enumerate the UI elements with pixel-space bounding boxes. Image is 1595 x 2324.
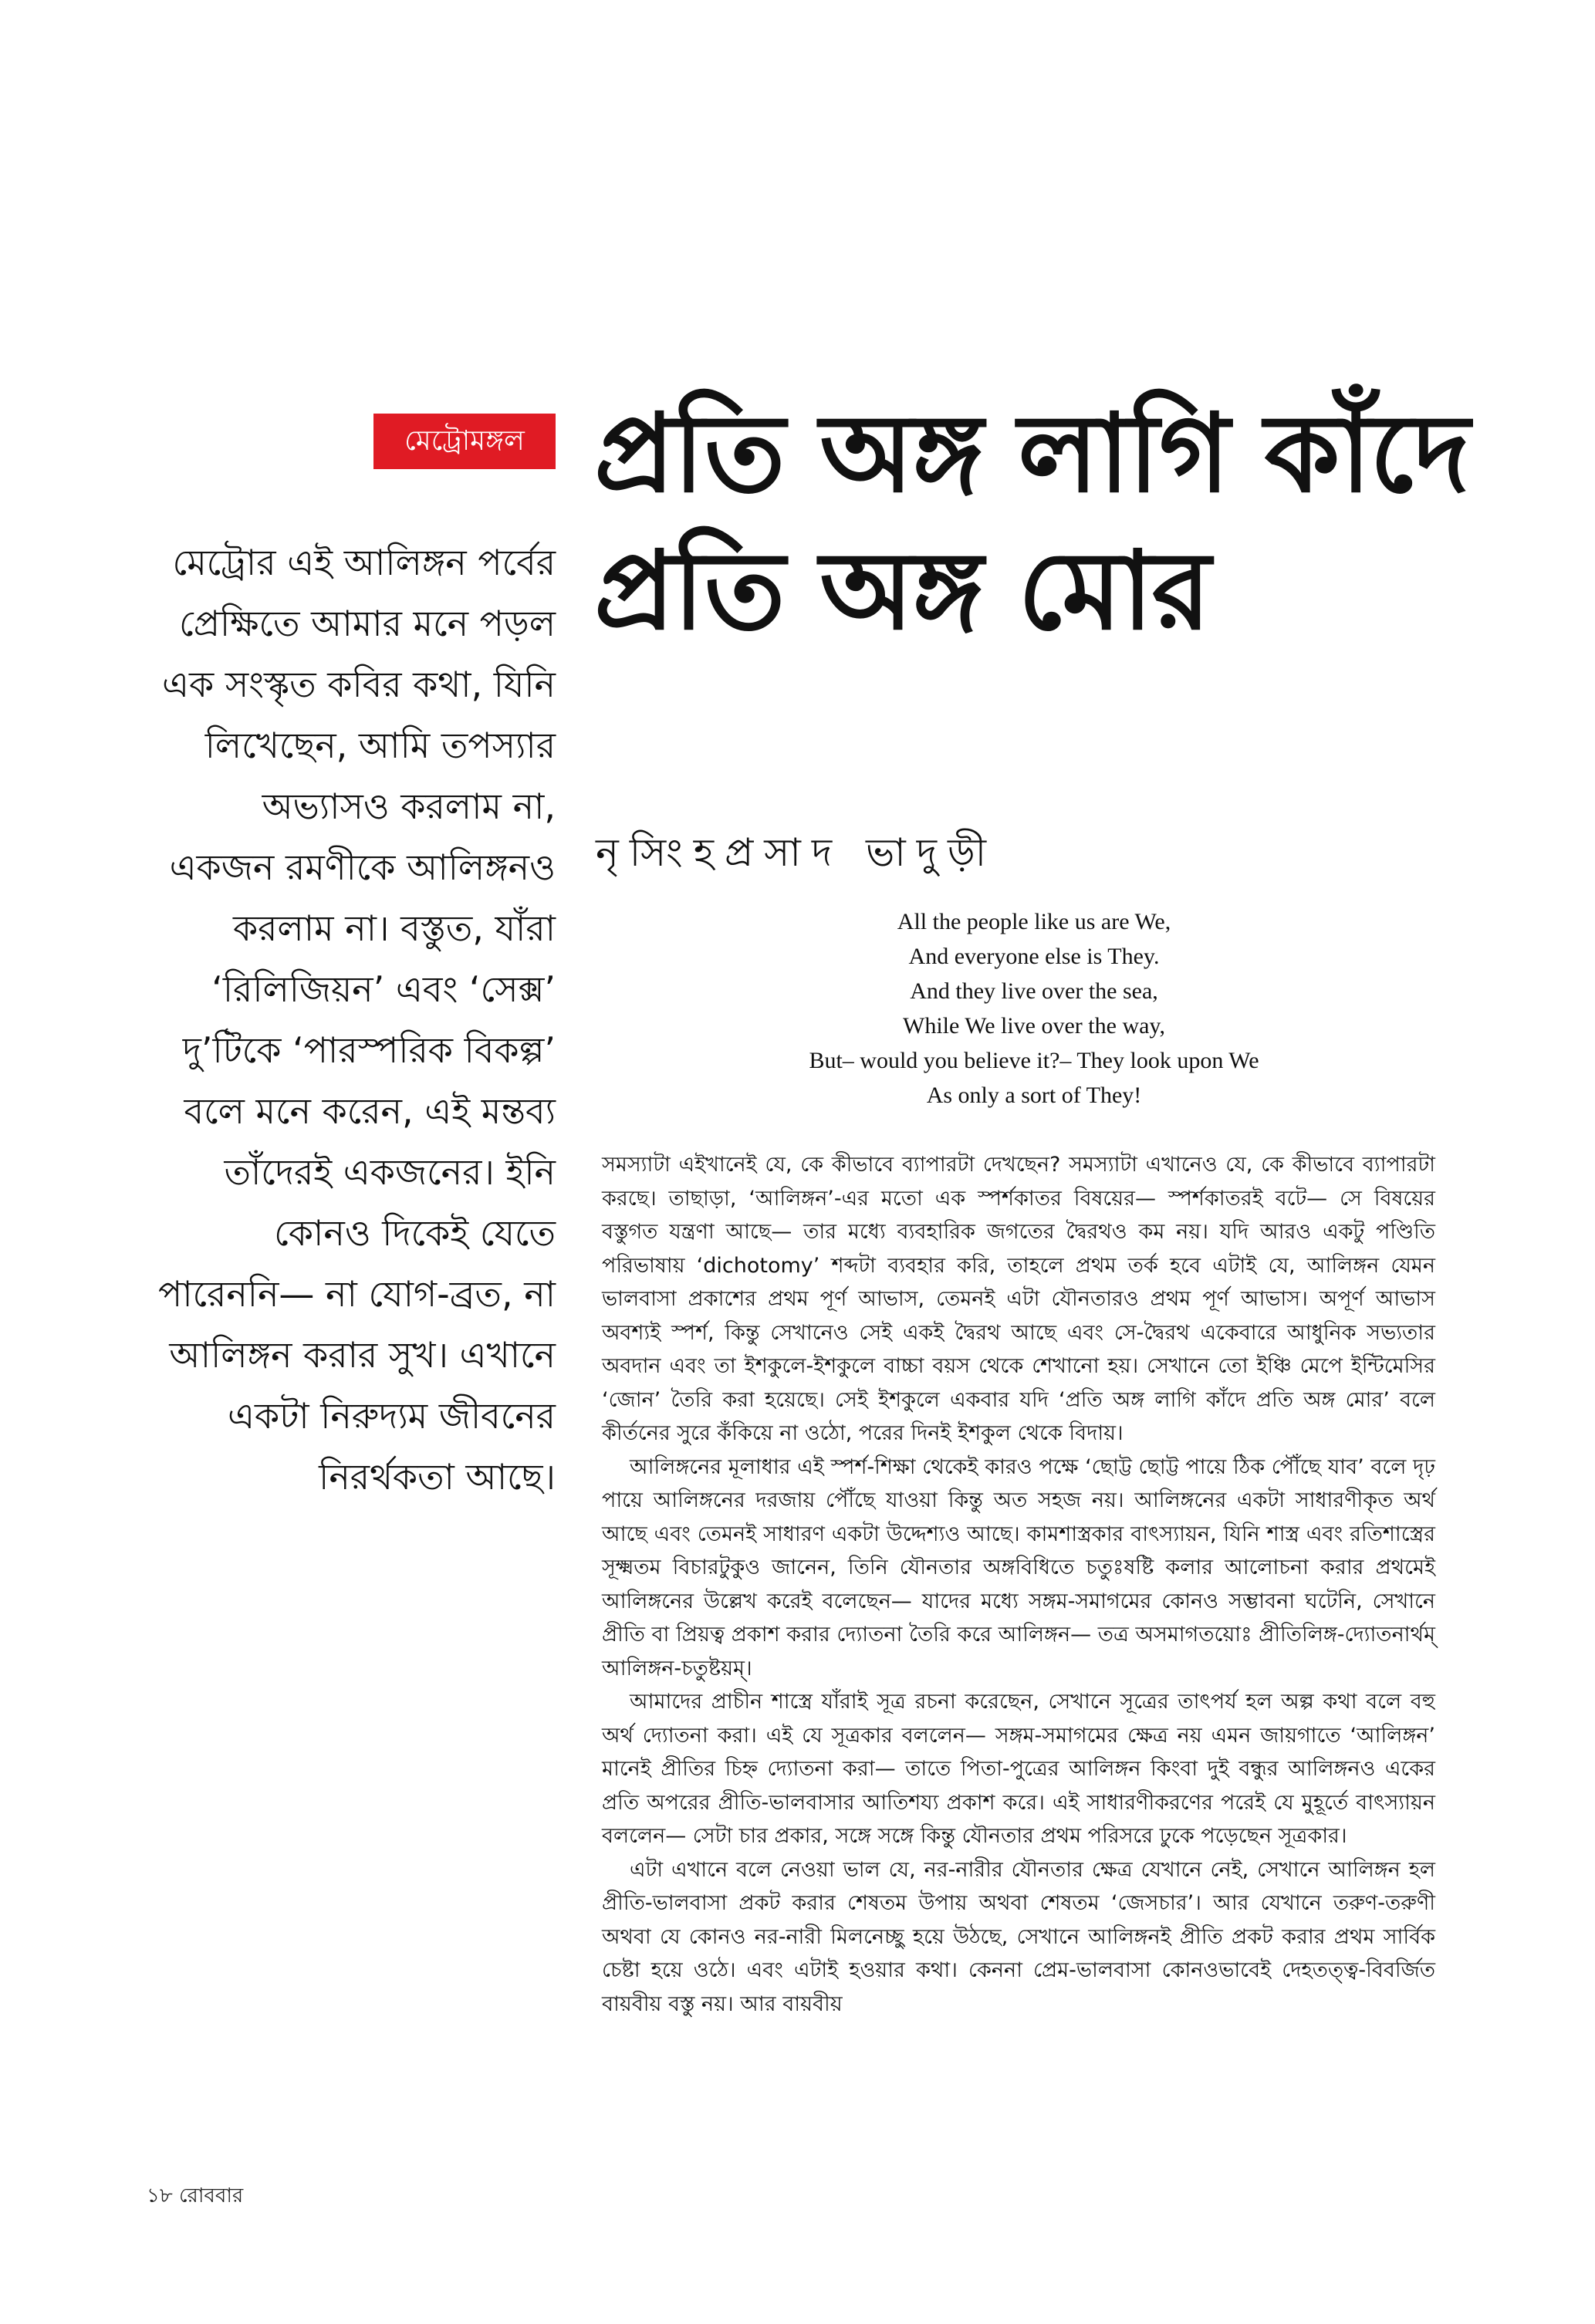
section-tag: মেট্রোমঙ্গল	[373, 414, 556, 469]
poem-line: All the people like us are We,	[897, 909, 1171, 934]
body-paragraph: আলিঙ্গনের মূলাধার এই স্পর্শ-শিক্ষা থেকেই কারও পক্ষে ‘ছোট্ট ছোট্ট পায়ে ঠিক পৌঁছে যাব’ বলে দৃঢ় পায়ে আলিঙ্গনের দরজায় পৌঁছে যাওয়া কিন্তু অত সহজ নয়। আলিঙ্গনের একটা সাধারণীকৃত অর্থ আছে এবং তেমনই সাধারণ একটা উদ্দেশ্যও আছে। কামশাস্ত্রকার বাৎস্যায়ন, যিনি শাস্ত্র এবং রতিশাস্ত্রের সূক্ষ্মতম বিচারটুকুও জানেন, তিনি যৌনতার অঙ্গবিধিতে চতুঃষষ্টি কলার আলোচনা করার প্রথমেই আলিঙ্গনের উল্লেখ করেই বলেছেন— যাদের মধ্যে সঙ্গম-সমাগমের কোনও সম্ভাবনা ঘটেনি, সেখানে প্রীতি বা প্রিয়ত্ব প্রকাশ করার দ্যোতনা তৈরি করে আলিঙ্গন— তত্র অসমাগতয়োঃ প্রীতিলিঙ্গ-দ্যোতনার্থম্ আলিঙ্গন-চতুষ্টয়ম্।	[602, 1454, 1435, 1681]
poem-line: And they live over the sea,	[910, 978, 1158, 1004]
pull-quote: মেট্রোর এই আলিঙ্গন পর্বের প্রেক্ষিতে আমার মনে পড়ল এক সংস্কৃত কবির কথা, যিনি লিখেছেন, আমি তপস্যার অভ্যাসও করলাম না, একজন রমণীকে আলিঙ্গনও করলাম না। বস্তুত, যাঁরা ‘রিলিজিয়ন’ এবং ‘সেক্স’ দু’টিকে ‘পারস্পরিক বিকল্প’ বলে মনে করেন, এই মন্তব্য তাঁদেরই একজনের। ইনি কোনও দিকেই যেতে পারেননি— না যোগ-ব্রত, না আলিঙ্গন করার সুখ। এখানে একটা নিরুদ্যম জীবনের নিরর্থকতা আছে।	[158, 542, 556, 1498]
article-body	[602, 1148, 1435, 2021]
body-paragraph: এটা এখানে বলে নেওয়া ভাল যে, নর-নারীর যৌনতার ক্ষেত্র যেখানে নেই, সেখানে আলিঙ্গন হল প্রীতি-ভালবাসা প্রকট করার শেষতম উপায় অথবা শেষতম ‘জেসচার’। আর যেখানে তরুণ-তরুণী অথবা যে কোনও নর-নারী মিলনেচ্ছু হয়ে উঠছে, সেখানে আলিঙ্গনই প্রীতি প্রকট করার প্রথম সার্বিক চেষ্টা হয়ে ওঠে। এবং এটাই হওয়ার কথা। কেননা প্রেম-ভালবাসা কোনওভাবেই দেহতত্ত্ব-বিবর্জিত বায়বীয় বস্তু নয়। আর বায়বীয়	[602, 1857, 1435, 2016]
poem-line: But– would you believe it?– They look upon We	[809, 1048, 1259, 1073]
byline: নৃসিংহপ্রসাদ ভাদুড়ী	[596, 830, 998, 875]
body-paragraph: সমস্যাটা এইখানেই যে, কে কীভাবে ব্যাপারটা দেখছেন? সমস্যাটা এখানেও যে, কে কীভাবে ব্যাপারটা করছে। তাছাড়া, ‘আলিঙ্গন’-এর মতো এক স্পর্শকাতর বিষয়ের— স্পর্শকাতরই বটে— সে বিষয়ের বস্তুগত যন্ত্রণা আছে— তার মধ্যে ব্যবহারিক জগতের দ্বৈরথও কম নয়। যদি আরও একটু পণ্ডিতি পরিভাষায় ‘dichotomy’ শব্দটা ব্যবহার করি, তাহলে প্রথম তর্ক হবে এটাই যে, আলিঙ্গন যেমন ভালবাসা প্রকাশের প্রথম পূর্ণ আভাস, তেমনই এটা যৌনতারও প্রথম পূর্ণ আভাস। অপূর্ণ আভাস অবশ্যই স্পর্শ, কিন্তু সেখানেও সেই একই দ্বৈরথ আছে এবং সে-দ্বৈরথ একেবারে আধুনিক সভ্যতার অবদান এবং তা ইশকুলে-ইশকুলে বাচ্চা বয়স থেকে শেখানো হয়। সেখানে তো ইঞ্চি মেপে ইন্টিমেসির ‘জোন’ তৈরি করা হয়েছে। সেই ইশকুলে একবার যদি ‘প্রতি অঙ্গ লাগি কাঁদে প্রতি অঙ্গ মোর’ বলে কীর্তনের সুরে কঁকিয়ে না ওঠো, পরের দিনই ইশকুল থেকে বিদায়।	[602, 1153, 1435, 1445]
page-folio: ১৮ রোববার	[147, 2184, 244, 2207]
poem-line: As only a sort of They!	[926, 1083, 1142, 1108]
body-paragraph: আমাদের প্রাচীন শাস্ত্রে যাঁরাই সূত্র রচনা করেছেন, সেখানে সূত্রের তাৎপর্য হল অল্প কথা বলে বহু অর্থ দ্যোতনা করা। এই যে সূত্রকার বললেন— সঙ্গম-সমাগমের ক্ষেত্র নয় এমন জায়গাতে ‘আলিঙ্গন’ মানেই প্রীতির চিহ্ন দ্যোতনা করা— তাতে পিতা-পুত্রের আলিঙ্গন কিংবা দুই বন্ধুর আলিঙ্গনও একের প্রতি অপরের প্রীতি-ভালবাসার আতিশয্য প্রকাশ করে। এই সাধারণীকরণের পরেই যে মুহূর্তে বাৎস্যায়ন বললেন— সেটা চার প্রকার, সঙ্গে সঙ্গে কিন্তু যৌনতার প্রথম পরিসরে ঢুকে পড়েছেন সূত্রকার।	[602, 1690, 1435, 1848]
epigraph-poem	[725, 904, 1343, 1113]
headline: প্রতি অঙ্গ লাগি কাঁদে প্রতি অঙ্গ মোর	[594, 391, 1468, 654]
poem-line: And everyone else is They.	[908, 944, 1160, 969]
poem-line: While We live over the way,	[903, 1013, 1165, 1039]
